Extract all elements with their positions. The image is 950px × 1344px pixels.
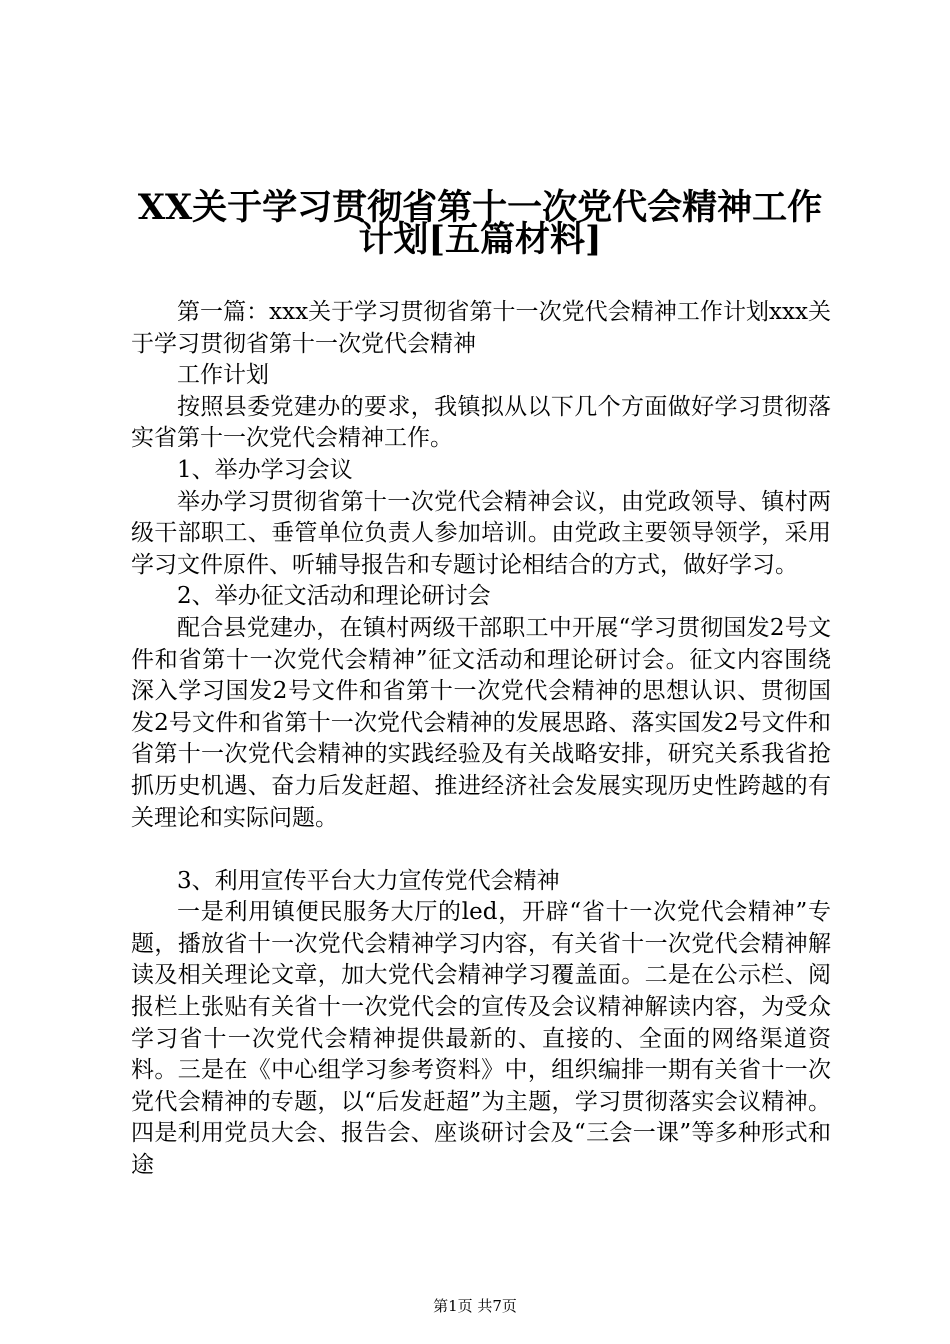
paragraph: 举办学习贯彻省第十一次党代会精神会议，由党政领导、镇村两级干部职工、垂管单位负责人参加培训。由党政主要领导领学，采用学习文件原件、听辅导报告和专题讨论相结合的方式，做好学习。 <box>131 488 831 578</box>
paragraph: 工作计划 <box>177 362 269 389</box>
document-body <box>131 297 831 1182</box>
page-number-footer: 第1页 共7页 <box>433 1297 517 1315</box>
section-heading: 2、举办征文活动和理论研讨会 <box>177 583 491 610</box>
document-title-line-1: XX关于学习贯彻省第十一次党代会精神工作 <box>137 187 823 228</box>
document-title-line-2: 计划[五篇材料] <box>358 219 602 260</box>
paragraph: 配合县党建办，在镇村两级干部职工中开展“学习贯彻国发2号文件和省第十一次党代会精神”征文活动和理论研讨会。征文内容围绕深入学习国发2号文件和省第十一次党代会精神的思想认识、贯彻国发2号文件和省第十一次党代会精神的发展思路、落实国发2号文件和省第十一次党代会精神的实践经验及有关战略安排，研究关系我省抢抓历史机遇、奋力后发赶超、推进经济社会发展实现历史性跨越的有关理论和实际问题。 <box>131 614 831 831</box>
paragraph: 第一篇：xxx关于学习贯彻省第十一次党代会精神工作计划xxx关于学习贯彻省第十一次党代会精神 <box>131 299 831 357</box>
section-heading: 3、利用宣传平台大力宣传党代会精神 <box>177 867 560 894</box>
paragraph: 一是利用镇便民服务大厅的led，开辟“省十一次党代会精神”专题，播放省十一次党代会精神学习内容，有关省十一次党代会精神解读及相关理论文章，加大党代会精神学习覆盖面。二是在公示栏、阅报栏上张贴有关省十一次党代会的宣传及会议精神解读内容，为受众学习省十一次党代会精神提供最新的、直接的、全面的网络渠道资料。三是在《中心组学习参考资料》中，组织编排一期有关省十一次党代会精神的专题，以“后发赶超”为主题，学习贯彻落实会议精神。四是利用党员大会、报告会、座谈研讨会及“三会一课”等多种形式和途 <box>131 899 831 1179</box>
section-heading: 1、举办学习会议 <box>177 456 353 483</box>
paragraph: 按照县委党建办的要求，我镇拟从以下几个方面做好学习贯彻落实省第十一次党代会精神工作。 <box>131 393 831 452</box>
